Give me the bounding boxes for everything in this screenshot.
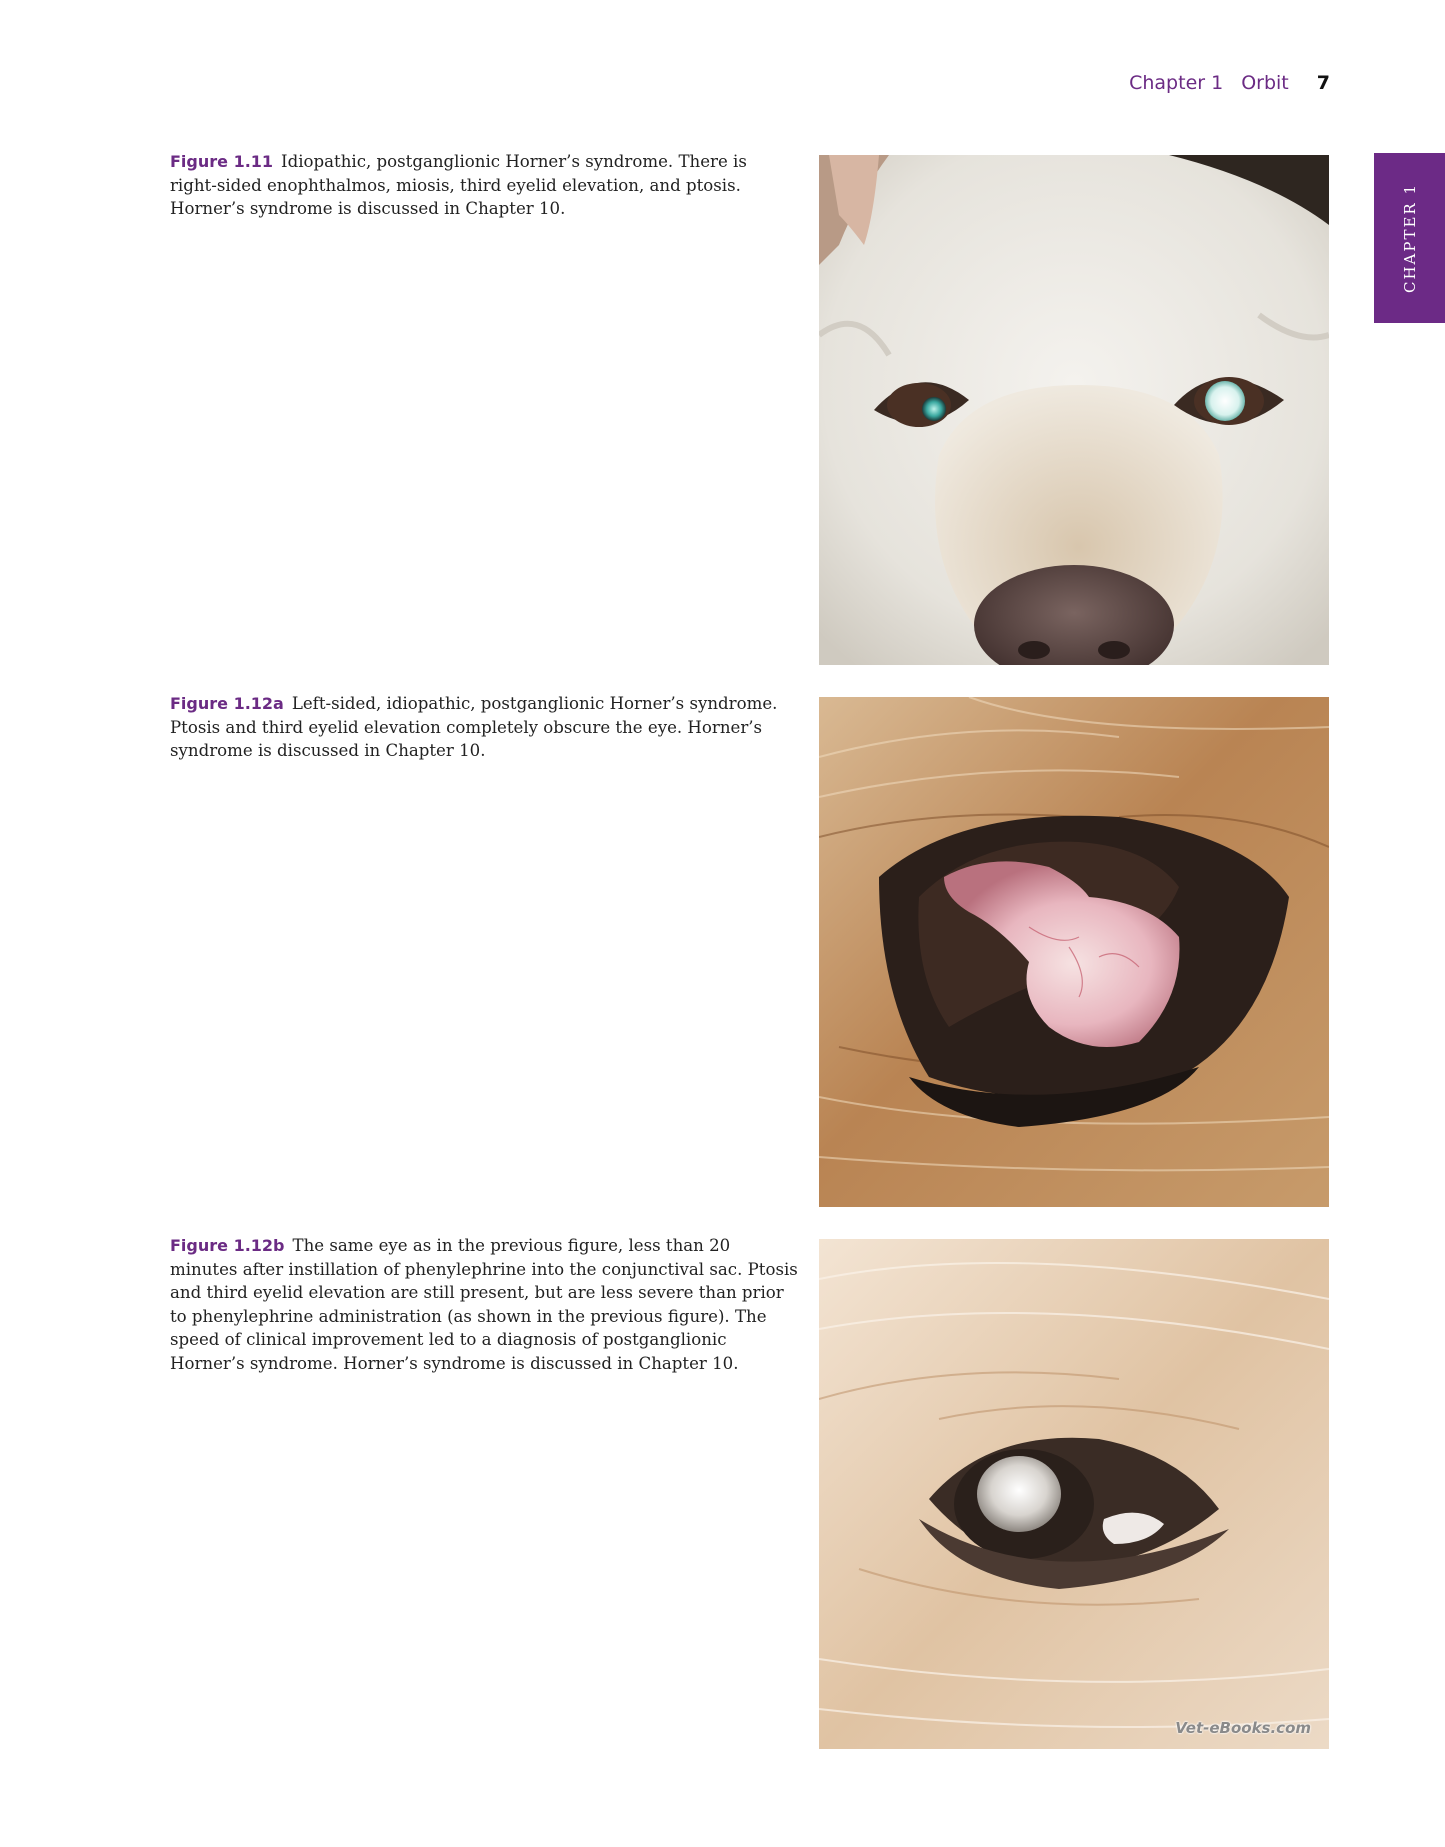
page-number: 7 bbox=[1316, 72, 1330, 94]
chapter-side-tab-label: CHAPTER 1 bbox=[1400, 182, 1419, 294]
running-head-chapter: Chapter 1 bbox=[1129, 72, 1224, 94]
third-eyelid-photo bbox=[819, 697, 1329, 1207]
figure-1-11-photo bbox=[819, 155, 1329, 665]
figure-1-12b-caption bbox=[170, 1234, 798, 1376]
figure-1-12b-text: The same eye as in the previous figure, less than 20 minutes after instillation of phenylephrine into the conjunctival sac. Ptosis and third eyelid elevation are still present, but are less severe than prior to phenylephrine administration (as shown in the previous figure). The speed of clinical improvement led to a diagnosis of postganglionic Horner’s syndrome. Horner’s syndrome is discussed in Chapter 10. bbox=[170, 1236, 798, 1373]
running-head-section: Orbit bbox=[1241, 72, 1289, 94]
figure-1-12b-photo bbox=[819, 1239, 1329, 1749]
chapter-side-tab bbox=[1374, 153, 1445, 323]
figure-1-11-label: Figure 1.11 bbox=[170, 152, 274, 171]
figure-1-12a-label: Figure 1.12a bbox=[170, 694, 284, 713]
figure-1-12a-caption bbox=[170, 692, 798, 763]
figure-1-12b-label: Figure 1.12b bbox=[170, 1236, 285, 1255]
eye-after-phenylephrine-photo bbox=[819, 1239, 1329, 1749]
watermark: Vet-eBooks.com bbox=[1175, 1719, 1311, 1737]
dog-face-photo bbox=[819, 155, 1329, 665]
figure-1-11-text: Idiopathic, postganglionic Horner’s syndrome. There is right-sided enophthalmos, miosis, third eyelid elevation, and ptosis. Horner’s syndrome is discussed in Chapter 10. bbox=[170, 152, 747, 219]
figure-1-12a-photo bbox=[819, 697, 1329, 1207]
running-head bbox=[1129, 72, 1330, 94]
figure-1-12a-text: Left-sided, idiopathic, postganglionic Horner’s syndrome. Ptosis and third eyelid elevation completely obscure the eye. Horner’s syndrome is discussed in Chapter 10. bbox=[170, 694, 778, 761]
figure-1-11-caption bbox=[170, 150, 798, 221]
